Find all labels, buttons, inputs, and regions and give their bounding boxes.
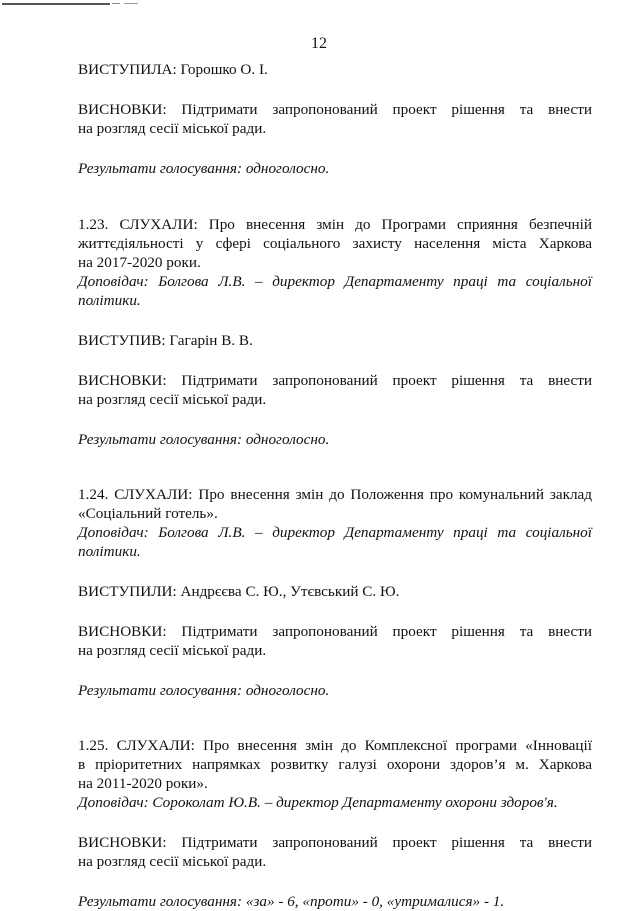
heard-line: життєдіяльності у сфері соціального захисту населення міста Харкова <box>78 235 592 252</box>
scan-edge-mark <box>0 0 638 8</box>
reporter-line: політики. <box>78 292 141 309</box>
heard-line: на 2011-2020 роки». <box>78 775 208 792</box>
vote-result: Результати голосування: одноголосно. <box>78 431 330 448</box>
spoke-line: ВИСТУПИВ: Гагарін В. В. <box>78 332 253 349</box>
heard-line: 1.24. СЛУХАЛИ: Про внесення змін до Положення про комунальний заклад <box>78 486 592 503</box>
page-number: 12 <box>311 35 327 52</box>
conclusions-line: ВИСНОВКИ: Підтримати запропонований проект рішення та внести <box>78 623 592 640</box>
vote-result: Результати голосування: одноголосно. <box>78 682 330 699</box>
conclusions-line: ВИСНОВКИ: Підтримати запропонований проект рішення та внести <box>78 834 592 851</box>
conclusions-line: ВИСНОВКИ: Підтримати запропонований проект рішення та внести <box>78 101 592 118</box>
spoke-line: ВИСТУПИЛА: Горошко О. І. <box>78 61 268 78</box>
conclusions-line: на розгляд сесії міської ради. <box>78 642 267 659</box>
reporter-line: Доповідач: Сороколат Ю.В. – директор Департаменту охорони здоров'я. <box>78 794 558 811</box>
conclusions-line: на розгляд сесії міської ради. <box>78 120 267 137</box>
vote-result: Результати голосування: одноголосно. <box>78 160 330 177</box>
heard-line: 1.25. СЛУХАЛИ: Про внесення змін до Комплексної програми «Інновації <box>78 737 592 754</box>
heard-line: в пріоритетних напрямках розвитку галузі охорони здоров’я м. Харкова <box>78 756 592 773</box>
heard-line: на 2017-2020 роки. <box>78 254 201 271</box>
conclusions-line: на розгляд сесії міської ради. <box>78 391 267 408</box>
conclusions-line: на розгляд сесії міської ради. <box>78 853 267 870</box>
heard-line: «Соціальний готель». <box>78 505 218 522</box>
scan-mark-dash <box>112 3 120 4</box>
scan-mark-dash <box>124 3 138 4</box>
reporter-line: політики. <box>78 543 141 560</box>
heard-line: 1.23. СЛУХАЛИ: Про внесення змін до Програми сприяння безпечній <box>78 216 592 233</box>
spoke-line: ВИСТУПИЛИ: Андрєєва С. Ю., Утєвський С. Ю. <box>78 583 400 600</box>
reporter-line: Доповідач: Болгова Л.В. – директор Департаменту праці та соціальної <box>78 524 592 541</box>
document-body <box>78 60 592 911</box>
reporter-line: Доповідач: Болгова Л.В. – директор Департаменту праці та соціальної <box>78 273 592 290</box>
conclusions-line: ВИСНОВКИ: Підтримати запропонований проект рішення та внести <box>78 372 592 389</box>
scan-mark-line <box>2 3 110 5</box>
vote-result: Результати голосування: «за» - 6, «проти» - 0, «утрималися» - 1. <box>78 893 505 910</box>
